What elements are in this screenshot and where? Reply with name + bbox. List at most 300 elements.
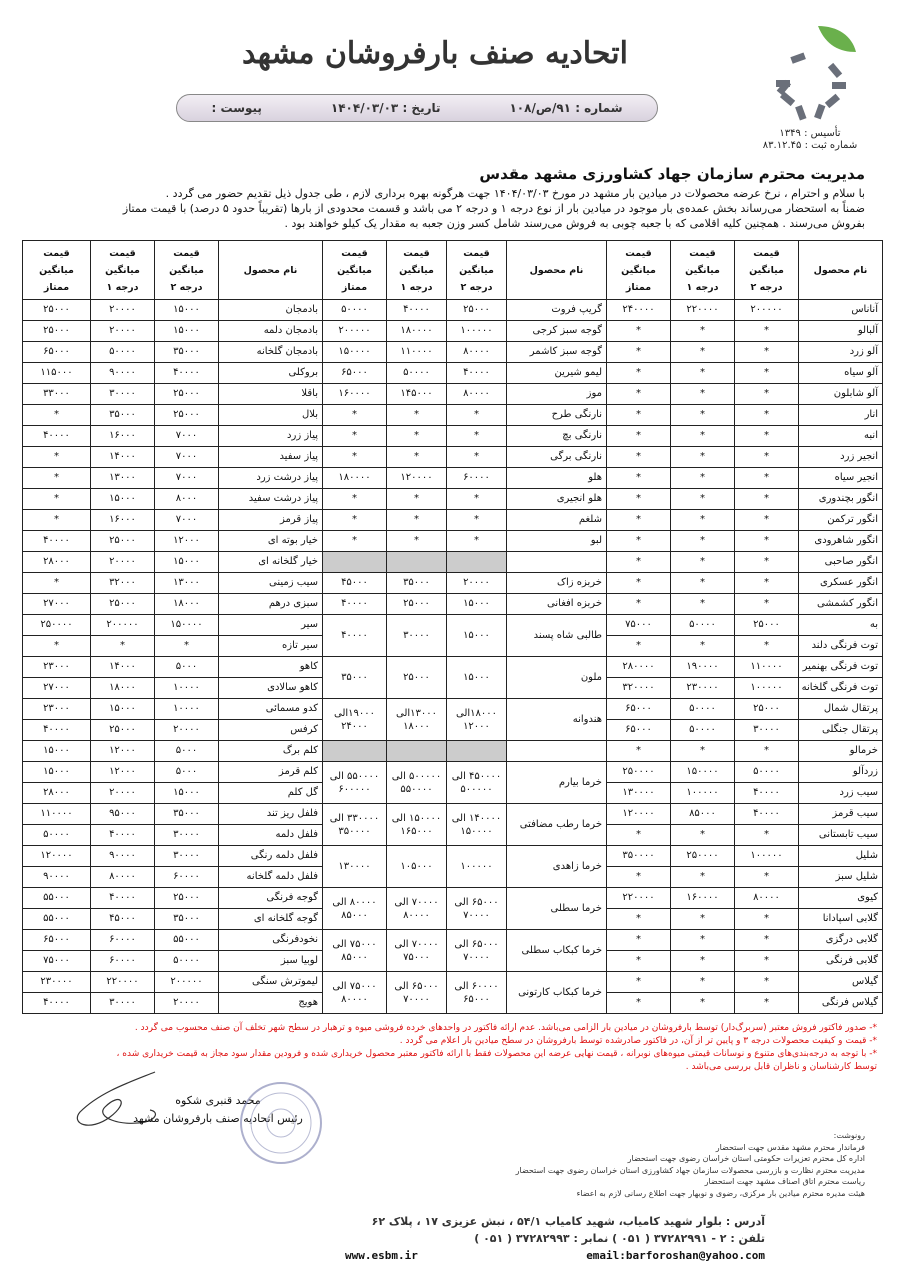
price-cell: ۲۰۰۰۰	[91, 300, 155, 321]
price-cell: ۳۰۰۰۰	[735, 720, 799, 741]
price-cell: ۱۵۰۰۰	[155, 552, 219, 573]
price-cell: ۳۳۰۰۰	[23, 384, 91, 405]
price-cell: ۶۵۰۰۰ الی ۷۰۰۰۰	[447, 888, 507, 930]
product-name-cell: کدو مسمائی	[219, 699, 323, 720]
price-cell: *	[671, 930, 735, 951]
price-cell: *	[735, 531, 799, 552]
product-name-cell: گوجه فرنگی	[219, 888, 323, 909]
price-cell: ۶۰۰۰۰	[91, 930, 155, 951]
price-cell: *	[735, 951, 799, 972]
price-cell: ۱۵۰۰۰	[23, 741, 91, 762]
price-cell: ۵۰۰۰۰	[23, 825, 91, 846]
price-cell: ۲۸۰۰۰	[23, 783, 91, 804]
price-cell: ۲۵۰۰۰	[91, 720, 155, 741]
product-name-cell: خرما کبکاب سطلی	[507, 930, 607, 972]
letter-attachment: پیوست :	[211, 101, 262, 115]
header-avg-grade1: قیمت میانگین درجه ۱	[91, 241, 155, 300]
price-cell: ۴۵۰۰۰۰ الی ۵۰۰۰۰۰	[447, 762, 507, 804]
product-name-cell	[507, 552, 607, 573]
price-cell: ۶۵۰۰۰	[607, 699, 671, 720]
price-cell: ۱۰۰۰۰	[155, 678, 219, 699]
price-cell: ۶۵۰۰۰	[23, 930, 91, 951]
product-name-cell: آناناس	[799, 300, 883, 321]
price-cell: *	[671, 531, 735, 552]
web-email-line	[345, 1247, 765, 1264]
price-cell: ۲۰۰۰۰	[91, 321, 155, 342]
price-cell: ۶۰۰۰۰	[447, 468, 507, 489]
price-cell: ۲۳۰۰۰۰	[671, 678, 735, 699]
price-cell: ۲۵۰۰۰	[447, 300, 507, 321]
price-cell: *	[671, 321, 735, 342]
table-row	[23, 447, 883, 468]
established-year: تأسیس : ۱۳۴۹	[779, 128, 841, 139]
signer-name: محمد قنبری شکوه	[175, 1094, 261, 1107]
cc-item: مدیریت محترم نظارت و بازرسی محصولات سازمان جهاد کشاورزی استان خراسان رضوی جهت استحضار	[515, 1165, 865, 1175]
registration-number: شماره ثبت : ۸۳.۱۲.۴۵	[762, 140, 858, 151]
price-cell: *	[671, 825, 735, 846]
price-cell: ۴۰۰۰۰	[735, 783, 799, 804]
price-table	[22, 240, 883, 1014]
price-cell: *	[23, 489, 91, 510]
price-cell: *	[671, 909, 735, 930]
cc-title: رونوشت:	[833, 1131, 865, 1140]
price-cell: ۱۳۰۰۰	[91, 468, 155, 489]
product-name-cell: انجیر زرد	[799, 447, 883, 468]
price-cell: *	[671, 426, 735, 447]
price-cell: ۵۰۰۰۰	[91, 342, 155, 363]
price-cell: ۴۰۰۰۰	[23, 993, 91, 1014]
product-name-cell: خیار گلخانه ای	[219, 552, 323, 573]
price-cell: ۱۵۰۰۰	[155, 783, 219, 804]
product-name-cell: گوجه سبز کاشمر	[507, 342, 607, 363]
product-name-cell: خرما رطب مضافتی	[507, 804, 607, 846]
table-row	[23, 552, 883, 573]
price-cell	[447, 741, 507, 762]
intro-line: با سلام و احترام ، نرخ عرضه محصولات در میادین بار مشهد در مورخ ۱۴۰۴/۰۳/۰۳ جهت هرگونه بهره برداری لازم ، طی جدول ذیل تقدیم حضور می گردد .	[165, 187, 865, 200]
price-cell: ۵۵۰۰۰	[23, 909, 91, 930]
price-cell: ۸۰۰۰	[155, 489, 219, 510]
price-cell: ۱۱۰۰۰۰	[23, 804, 91, 825]
product-name-cell: طالبی شاه پسند	[507, 615, 607, 657]
header-product-name: نام محصول	[219, 241, 323, 300]
price-cell: *	[323, 489, 387, 510]
price-cell: *	[735, 384, 799, 405]
footnote: *- صدور فاکتور فروش معتبر (سربرگ‌دار) توسط بارفروشان در میادین بار الزامی می‌باشد. عدم ارائه فاکتور در واحدهای خرده فروشی میوه و ترهبار در سطح شهر تخلف آن صنف محسوب می گردد .	[134, 1023, 877, 1033]
price-cell: ۸۰۰۰۰ الی ۸۵۰۰۰	[323, 888, 387, 930]
letter-info-bar	[176, 94, 658, 122]
price-cell: *	[607, 363, 671, 384]
price-cell: *	[671, 993, 735, 1014]
footnote: توسط کارشناسان و ناظران قابل بررسی می‌باشد .	[685, 1062, 877, 1072]
price-cell: ۳۰۰۰۰	[155, 825, 219, 846]
price-cell: ۱۴۰۰۰	[91, 657, 155, 678]
price-cell: ۱۵۰۰۰	[447, 615, 507, 657]
product-name-cell: سیب تابستانی	[799, 825, 883, 846]
price-cell: *	[607, 951, 671, 972]
price-cell: *	[735, 552, 799, 573]
price-cell: ۶۵۰۰۰	[323, 363, 387, 384]
price-cell: ۷۰۰۰	[155, 468, 219, 489]
product-name-cell	[507, 741, 607, 762]
product-name-cell: پیاز زرد	[219, 426, 323, 447]
price-cell: *	[323, 447, 387, 468]
price-cell: ۲۰۰۰۰۰	[91, 615, 155, 636]
price-cell: ۴۵۰۰۰	[323, 573, 387, 594]
price-cell: ۱۵۰۰۰	[155, 321, 219, 342]
price-cell: *	[735, 867, 799, 888]
price-cell: *	[671, 951, 735, 972]
price-cell: ۴۰۰۰۰	[387, 300, 447, 321]
price-cell: *	[607, 405, 671, 426]
price-cell	[387, 741, 447, 762]
price-cell: *	[23, 447, 91, 468]
price-cell: ۲۲۰۰۰۰	[91, 972, 155, 993]
footnote: *- قیمت و کیفیت محصولات درجه ۳ و پایین تر از آن، در فاکتور صادرشده توسط بارفروشان در سطح میادین بار اعلام می گردد .	[399, 1036, 877, 1046]
header-avg-grade2: قیمت میانگین درجه ۲	[735, 241, 799, 300]
price-cell: ۵۵۰۰۰	[23, 888, 91, 909]
price-cell: ۱۴۰۰۰۰ الی ۱۵۰۰۰۰	[447, 804, 507, 846]
price-cell: ۲۰۰۰۰۰	[155, 972, 219, 993]
table-row	[23, 531, 883, 552]
price-cell: ۲۵۰۰۰	[91, 594, 155, 615]
union-logo-icon	[760, 22, 860, 122]
intro-line: ضمناً به استحضار می‌رساند بخش عمده‌ی بار موجود در میادین بار از نوع درجه ۱ و درجه ۲ می باشد و قسمت محدودی از بارها (تقریباً حدود ۵ درصد) با قیمت ممتاز	[122, 202, 865, 215]
price-cell: *	[607, 909, 671, 930]
table-row	[23, 363, 883, 384]
price-cell: *	[735, 825, 799, 846]
price-cell: ۷۵۰۰۰ الی ۸۰۰۰۰	[323, 972, 387, 1014]
price-cell: ۹۵۰۰۰	[91, 804, 155, 825]
price-cell: *	[671, 636, 735, 657]
price-cell: ۴۰۰۰۰	[23, 531, 91, 552]
price-cell: *	[735, 426, 799, 447]
price-cell: ۱۵۰۰۰	[91, 489, 155, 510]
price-cell: ۶۵۰۰۰	[23, 342, 91, 363]
price-cell: ۲۵۰۰۰	[387, 657, 447, 699]
carbon-copy-list	[365, 1130, 865, 1199]
price-cell: ۱۸۰۰۰	[91, 678, 155, 699]
price-cell: ۴۰۰۰۰	[91, 888, 155, 909]
price-cell: *	[735, 447, 799, 468]
product-name-cell: گوجه سبز کرجی	[507, 321, 607, 342]
price-cell: ۹۰۰۰۰	[91, 846, 155, 867]
price-cell: *	[607, 825, 671, 846]
price-cell: *	[387, 489, 447, 510]
price-cell: ۳۰۰۰۰	[387, 615, 447, 657]
price-cell: *	[447, 426, 507, 447]
product-name-cell: سیر تازه	[219, 636, 323, 657]
product-name-cell: گیلاس فرنگی	[799, 993, 883, 1014]
intro-paragraph	[25, 186, 865, 231]
table-row	[23, 489, 883, 510]
phone-fax: تلفن : ۲ - ۳۷۲۸۲۹۹۱ ( ۰۵۱ ) نمابر : ۳۷۲۸۲۹۹۳ ( ۰۵۱ )	[474, 1232, 765, 1245]
price-cell: *	[671, 972, 735, 993]
product-name-cell: انگور ترکمن	[799, 510, 883, 531]
price-cell: ۷۰۰۰	[155, 447, 219, 468]
price-cell	[323, 741, 387, 762]
price-cell: *	[447, 531, 507, 552]
product-name-cell: سیر	[219, 615, 323, 636]
price-cell: ۳۵۰۰۰	[323, 657, 387, 699]
official-stamp	[236, 1078, 326, 1168]
website-link[interactable]: www.esbm.ir	[345, 1249, 418, 1262]
price-cell: ۷۵۰۰۰	[23, 951, 91, 972]
email-link[interactable]: email:barforoshan@yahoo.com	[586, 1249, 765, 1262]
address: آدرس : بلوار شهید کامیاب، شهید کامیاب ۵۴/۱ ، نبش عزیزی ۱۷ ، پلاک ۶۲	[371, 1215, 765, 1228]
price-cell: ۱۲۰۰۰۰	[607, 804, 671, 825]
product-name-cell: خرمالو	[799, 741, 883, 762]
product-name-cell: انار	[799, 405, 883, 426]
price-cell: ۳۵۰۰۰	[91, 405, 155, 426]
price-cell: ۴۰۰۰۰	[323, 594, 387, 615]
price-cell: ۵۰۰۰۰	[671, 699, 735, 720]
price-cell: ۴۵۰۰۰	[91, 909, 155, 930]
product-name-cell: شلیل	[799, 846, 883, 867]
price-cell: *	[447, 447, 507, 468]
price-cell: *	[735, 321, 799, 342]
price-cell: ۲۵۰۰۰	[387, 594, 447, 615]
price-cell: ۱۳۰۰۰۰	[323, 846, 387, 888]
price-cell: ۷۵۰۰۰	[607, 615, 671, 636]
product-name-cell: کاهو سالادی	[219, 678, 323, 699]
product-name-cell: ملون	[507, 657, 607, 699]
price-cell: ۴۰۰۰۰	[447, 363, 507, 384]
product-name-cell: انگور عسکری	[799, 573, 883, 594]
price-cell: ۱۰۰۰۰۰	[671, 783, 735, 804]
price-cell: ۲۳۰۰۰	[23, 657, 91, 678]
price-cell: ۳۲۰۰۰	[91, 573, 155, 594]
price-cell: ۱۸۰۰۰الی ۱۲۰۰۰	[447, 699, 507, 741]
price-cell: ۲۵۰۰۰	[155, 405, 219, 426]
price-cell: ۱۰۵۰۰۰	[387, 846, 447, 888]
price-cell: *	[323, 510, 387, 531]
price-cell: *	[735, 909, 799, 930]
price-cell: ۱۶۰۰۰۰	[323, 384, 387, 405]
price-cell: *	[607, 321, 671, 342]
price-cell: ۱۳۰۰۰الی ۱۸۰۰۰	[387, 699, 447, 741]
price-cell: ۶۵۰۰۰ الی ۷۰۰۰۰	[447, 930, 507, 972]
price-cell	[387, 552, 447, 573]
price-cell: ۲۷۰۰۰	[23, 678, 91, 699]
price-cell: ۱۵۰۰۰	[155, 300, 219, 321]
product-name-cell: انبه	[799, 426, 883, 447]
price-cell: ۱۸۰۰۰۰	[323, 468, 387, 489]
price-cell: ۲۳۰۰۰	[23, 699, 91, 720]
cc-item: فرماندار محترم مشهد مقدس جهت استحضار	[715, 1142, 865, 1152]
price-cell: *	[671, 363, 735, 384]
price-cell: ۳۰۰۰۰	[155, 846, 219, 867]
header-avg-grade2: قیمت میانگین درجه ۲	[155, 241, 219, 300]
product-name-cell: خرما زاهدی	[507, 846, 607, 888]
product-name-cell: زردآلو	[799, 762, 883, 783]
product-name-cell: لیموترش سنگی	[219, 972, 323, 993]
price-cell: *	[607, 552, 671, 573]
price-cell: ۱۹۰۰۰۰	[671, 657, 735, 678]
price-cell: *	[735, 573, 799, 594]
price-cell: ۸۰۰۰۰	[447, 384, 507, 405]
price-cell: ۵۰۰۰۰	[671, 720, 735, 741]
product-name-cell: خرما بیارم	[507, 762, 607, 804]
header-product-name: نام محصول	[507, 241, 607, 300]
price-cell: ۱۶۰۰۰۰	[671, 888, 735, 909]
table-row	[23, 888, 883, 909]
price-cell: ۵۵۰۰۰	[155, 930, 219, 951]
product-name-cell: پیاز سفید	[219, 447, 323, 468]
price-cell: ۱۰۰۰۰۰	[735, 846, 799, 867]
price-cell: ۲۵۰۰۰۰	[607, 762, 671, 783]
product-name-cell: پرتقال شمال	[799, 699, 883, 720]
product-name-cell: خربزه زاک	[507, 573, 607, 594]
price-cell: *	[671, 573, 735, 594]
price-cell: *	[607, 489, 671, 510]
price-cell: ۲۸۰۰۰	[23, 552, 91, 573]
product-name-cell: نخودفرنگی	[219, 930, 323, 951]
price-cell: ۵۰۰۰	[155, 741, 219, 762]
price-cell: ۱۰۰۰۰۰	[735, 678, 799, 699]
product-name-cell: گریپ فروت	[507, 300, 607, 321]
product-name-cell: کلم برگ	[219, 741, 323, 762]
price-cell: ۱۴۰۰۰	[91, 447, 155, 468]
price-cell: ۲۲۰۰۰۰	[671, 300, 735, 321]
price-cell: ۱۱۰۰۰۰	[735, 657, 799, 678]
table-row	[23, 594, 883, 615]
price-cell: ۶۰۰۰۰ الی ۶۵۰۰۰	[447, 972, 507, 1014]
table-row	[23, 930, 883, 951]
price-cell: *	[607, 636, 671, 657]
price-cell: ۵۰۰۰	[155, 657, 219, 678]
price-cell: ۴۰۰۰۰	[155, 363, 219, 384]
price-cell: ۵۰۰۰۰۰ الی ۵۵۰۰۰۰	[387, 762, 447, 804]
price-cell: ۱۵۰۰۰۰	[323, 342, 387, 363]
price-cell: *	[23, 510, 91, 531]
product-name-cell: نارنگی بچ	[507, 426, 607, 447]
product-name-cell: فلفل دلمه رنگی	[219, 846, 323, 867]
price-cell: ۴۰۰۰۰	[323, 615, 387, 657]
cc-item: هیئت مدیره محترم میادین بار مرکزی، رضوی و نوبهار جهت اطلاع رسانی لازم به اعضاء	[576, 1188, 865, 1198]
price-cell: ۲۲۰۰۰۰	[607, 888, 671, 909]
establishment-info	[745, 128, 875, 152]
price-cell: ۷۰۰۰۰ الی ۷۵۰۰۰	[387, 930, 447, 972]
price-cell: ۷۰۰۰۰ الی ۸۰۰۰۰	[387, 888, 447, 930]
price-cell: *	[607, 867, 671, 888]
header-avg-grade2: قیمت میانگین درجه ۲	[447, 241, 507, 300]
price-cell: *	[671, 510, 735, 531]
price-cell: *	[387, 510, 447, 531]
product-name-cell: شلغم	[507, 510, 607, 531]
table-row	[23, 405, 883, 426]
price-cell: ۴۰۰۰۰	[23, 720, 91, 741]
price-cell: ۲۸۰۰۰۰	[607, 657, 671, 678]
product-name-cell: خرما سطلی	[507, 888, 607, 930]
price-cell: ۷۰۰۰	[155, 426, 219, 447]
product-name-cell: نارنگی طرح	[507, 405, 607, 426]
table-row	[23, 426, 883, 447]
price-cell: ۲۵۰۰۰	[23, 300, 91, 321]
product-name-cell: سبزی درهم	[219, 594, 323, 615]
price-cell: ۲۰۰۰۰	[91, 783, 155, 804]
product-name-cell: توت فرنگی گلخانه	[799, 678, 883, 699]
price-cell: *	[607, 384, 671, 405]
price-cell: ۵۰۰۰۰	[671, 615, 735, 636]
price-cell: *	[735, 972, 799, 993]
price-cell: *	[735, 930, 799, 951]
price-cell: *	[671, 594, 735, 615]
price-cell: ۸۰۰۰۰	[447, 342, 507, 363]
price-cell: ۵۰۰۰۰	[323, 300, 387, 321]
price-cell: *	[735, 342, 799, 363]
price-cell: ۳۵۰۰۰	[155, 909, 219, 930]
price-cell: ۱۹۰۰۰الی ۲۴۰۰۰	[323, 699, 387, 741]
price-cell: ۱۵۰۰۰۰ الی ۱۶۵۰۰۰	[387, 804, 447, 846]
product-name-cell: خیار بوته ای	[219, 531, 323, 552]
table-row	[23, 510, 883, 531]
price-cell: ۱۳۰۰۰	[155, 573, 219, 594]
price-cell: *	[607, 510, 671, 531]
product-name-cell: توت فرنگی بهنمیر	[799, 657, 883, 678]
price-cell: ۱۸۰۰۰	[155, 594, 219, 615]
price-cell: ۳۵۰۰۰	[387, 573, 447, 594]
price-cell: *	[735, 741, 799, 762]
price-cell: *	[671, 489, 735, 510]
price-cell: ۲۴۰۰۰۰	[607, 300, 671, 321]
price-cell: *	[607, 930, 671, 951]
product-name-cell: هویج	[219, 993, 323, 1014]
price-cell: *	[671, 447, 735, 468]
product-name-cell: فلفل ریز تند	[219, 804, 323, 825]
price-cell: *	[671, 405, 735, 426]
price-cell: ۱۰۰۰۰۰	[447, 846, 507, 888]
product-name-cell: توت فرنگی دلند	[799, 636, 883, 657]
table-row	[23, 615, 883, 636]
letter-date: تاریخ : ۱۴۰۴/۰۳/۰۳	[330, 101, 441, 115]
product-name-cell: گلابی اسپادانا	[799, 909, 883, 930]
product-name-cell: پرتقال جنگلی	[799, 720, 883, 741]
price-cell: *	[23, 573, 91, 594]
product-name-cell: خربزه افغانی	[507, 594, 607, 615]
product-name-cell: هلو	[507, 468, 607, 489]
price-cell: *	[323, 405, 387, 426]
price-cell: ۸۰۰۰۰	[735, 888, 799, 909]
product-name-cell: لیمو شیرین	[507, 363, 607, 384]
price-cell: ۶۰۰۰۰	[91, 951, 155, 972]
price-cell: ۷۵۰۰۰ الی ۸۵۰۰۰	[323, 930, 387, 972]
table-row	[23, 804, 883, 825]
product-name-cell: انجیر سیاه	[799, 468, 883, 489]
price-cell: *	[447, 405, 507, 426]
recipient-heading: مدیریت محترم سازمان جهاد کشاورزی مشهد مقدس	[479, 165, 865, 183]
price-cell: *	[607, 741, 671, 762]
product-name-cell: بادمجان گلخانه	[219, 342, 323, 363]
price-cell: ۶۵۰۰۰	[607, 720, 671, 741]
price-cell: ۲۵۰۰۰	[735, 699, 799, 720]
price-cell: ۲۰۰۰۰۰	[735, 300, 799, 321]
price-cell: ۲۵۰۰۰	[735, 615, 799, 636]
price-cell: ۱۶۰۰۰	[91, 426, 155, 447]
price-cell: ۲۰۰۰۰	[91, 552, 155, 573]
price-cell: ۱۵۰۰۰	[91, 699, 155, 720]
table-row	[23, 300, 883, 321]
price-cell: *	[735, 489, 799, 510]
product-name-cell: سیب زرد	[799, 783, 883, 804]
header-avg-grade1: قیمت میانگین درجه ۱	[387, 241, 447, 300]
price-cell: ۵۰۰۰۰	[155, 951, 219, 972]
price-cell: *	[607, 573, 671, 594]
price-cell: *	[735, 993, 799, 1014]
header-avg-premium: قیمت میانگین ممتاز	[23, 241, 91, 300]
price-cell: *	[447, 489, 507, 510]
price-cell: ۱۱۰۰۰۰	[387, 342, 447, 363]
product-name-cell: موز	[507, 384, 607, 405]
